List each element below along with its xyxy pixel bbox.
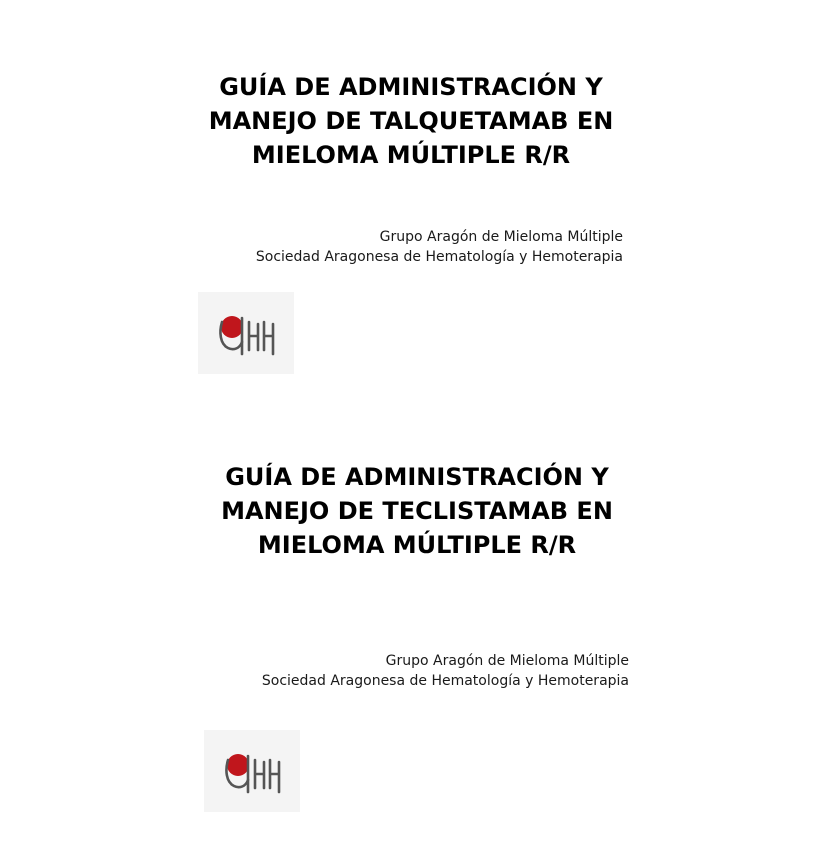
credit-group: Grupo Aragón de Mieloma Múltiple <box>379 229 623 245</box>
sahh-logo <box>198 292 294 374</box>
credit-society: Sociedad Aragonesa de Hematología y Hemoterapia <box>261 673 629 689</box>
document-credits <box>256 227 623 267</box>
credit-group: Grupo Aragón de Mieloma Múltiple <box>385 653 629 669</box>
title-line-2: MANEJO DE TECLISTAMAB EN <box>221 497 613 525</box>
title-line-1: GUÍA DE ADMINISTRACIÓN Y <box>219 73 603 101</box>
document-title <box>200 70 622 172</box>
title-line-1: GUÍA DE ADMINISTRACIÓN Y <box>225 463 609 491</box>
sahh-logo <box>204 730 300 812</box>
sahh-logo-icon <box>198 292 294 374</box>
document-credits <box>262 651 629 691</box>
title-line-2: MANEJO DE TALQUETAMAB EN <box>208 107 614 135</box>
credit-society: Sociedad Aragonesa de Hematología y Hemoterapia <box>255 249 623 265</box>
title-line-3: MIELOMA MÚLTIPLE R/R <box>257 531 577 559</box>
document-title <box>206 460 628 562</box>
sahh-logo-icon <box>204 730 300 812</box>
title-line-3: MIELOMA MÚLTIPLE R/R <box>251 141 571 169</box>
